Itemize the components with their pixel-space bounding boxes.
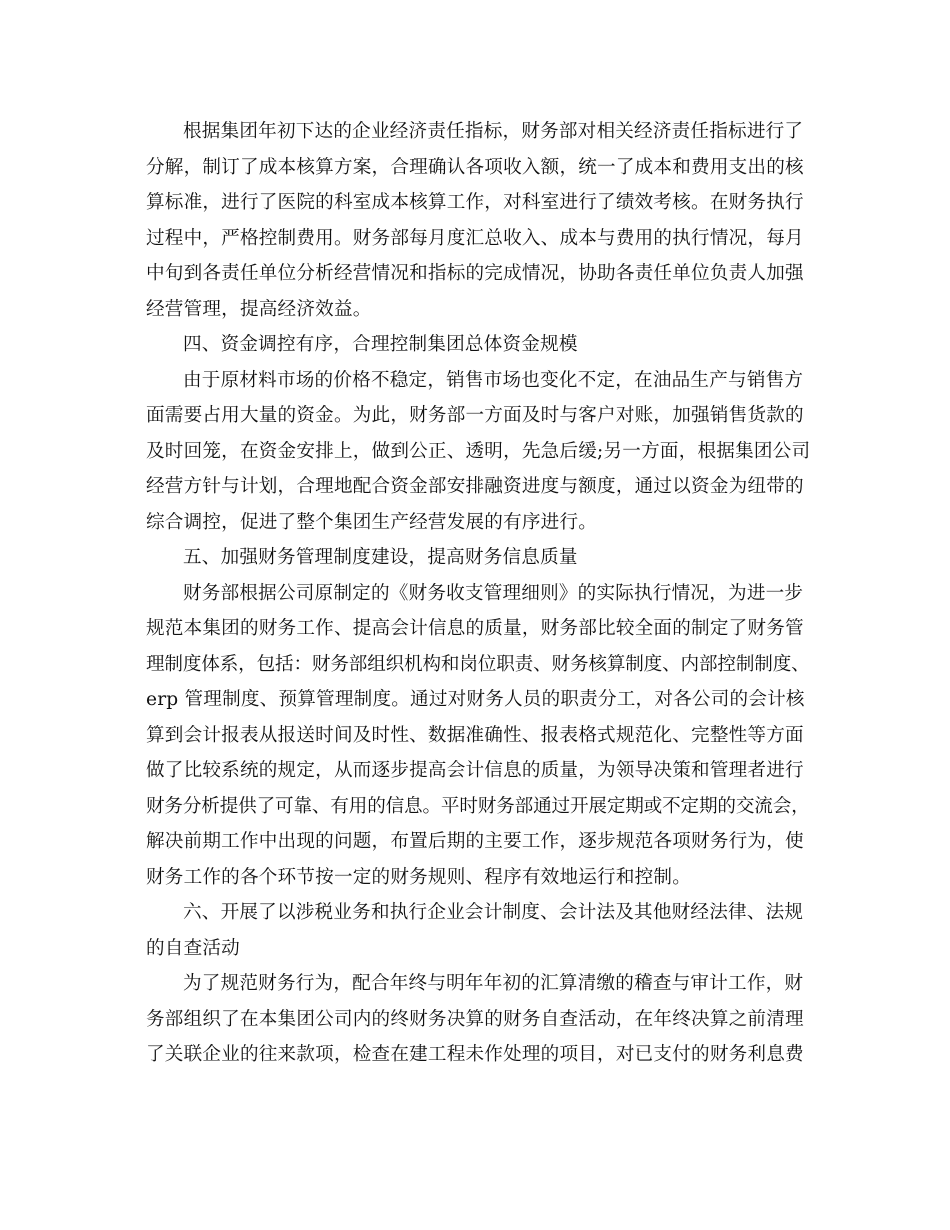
text-line: 根据集团年初下达的企业经济责任指标，财务部对相关经济责任指标进行了 <box>183 121 804 142</box>
text-line: 了关联企业的往来款项，检查在建工程未作处理的项目，对已支付的财务利息费 <box>146 1044 804 1065</box>
text-line: 的自查活动 <box>146 937 240 959</box>
text-line: 为了规范财务行为，配合年终与明年年初的汇算清缴的稽查与审计工作，财 <box>183 973 804 994</box>
document-body <box>146 114 810 1073</box>
text-line: 及时回笼，在资金安排上，做到公正、透明，先急后缓;另一方面，根据集团公司 <box>146 440 811 462</box>
text-line: 综合调控，促进了整个集团生产经营发展的有序进行。 <box>146 511 598 533</box>
text-line: 五、加强财务管理制度建设，提高财务信息质量 <box>183 547 578 568</box>
text-line: 解决前期工作中出现的问题，布置后期的主要工作，逐步规范各项财务行为，使 <box>146 831 804 852</box>
text-line: 中旬到各责任单位分析经营情况和指标的完成情况，协助各责任单位负责人加强 <box>146 263 804 284</box>
text-line: 经营管理，提高经济效益。 <box>146 298 372 320</box>
text-line: 务部组织了在本集团公司内的终财务决算的财务自查活动，在年终决算之前清理 <box>146 1008 804 1030</box>
text-line: 算标准，进行了医院的科室成本核算工作，对科室进行了绩效考核。在财务执行 <box>146 192 804 213</box>
text-line: 算到会计报表从报送时间及时性、数据准确性、报表格式规范化、完整性等方面 <box>146 724 804 746</box>
text-line: 做了比较系统的规定，从而逐步提高会计信息的质量，为领导决策和管理者进行 <box>146 760 804 781</box>
text-line: erp 管理制度、预算管理制度。通过对财务人员的职责分工，对各公司的会计核 <box>146 689 805 710</box>
text-line: 规范本集团的财务工作、提高会计信息的质量，财务部比较全面的制定了财务管 <box>146 618 804 639</box>
text-line: 面需要占用大量的资金。为此，财务部一方面及时与客户对账，加强销售货款的 <box>146 405 804 426</box>
text-line: 财务部根据公司原制定的《财务收支管理细则》的实际执行情况，为进一步 <box>183 582 804 604</box>
text-line: 经营方针与计划，合理地配合资金部安排融资进度与额度，通过以资金为纽带的 <box>146 476 804 497</box>
text-line: 财务工作的各个环节按一定的财务规则、程序有效地运行和控制。 <box>146 866 692 888</box>
text-line: 理制度体系，包括：财务部组织机构和岗位职责、财务核算制度、内部控制制度、 <box>146 653 810 675</box>
text-line: 过程中，严格控制费用。财务部每月度汇总收入、成本与费用的执行情况，每月 <box>146 227 804 249</box>
text-line: 分解，制订了成本核算方案，合理确认各项收入额，统一了成本和费用支出的核 <box>146 156 804 178</box>
text-line: 四、资金调控有序，合理控制集团总体资金规模 <box>183 334 578 355</box>
text-line: 财务分析提供了可靠、有用的信息。平时财务部通过开展定期或不定期的交流会， <box>146 795 810 817</box>
text-line: 六、开展了以涉税业务和执行企业会计制度、会计法及其他财经法律、法规 <box>183 902 804 923</box>
text-line: 由于原材料市场的价格不稳定，销售市场也变化不定，在油品生产与销售方 <box>183 369 804 391</box>
